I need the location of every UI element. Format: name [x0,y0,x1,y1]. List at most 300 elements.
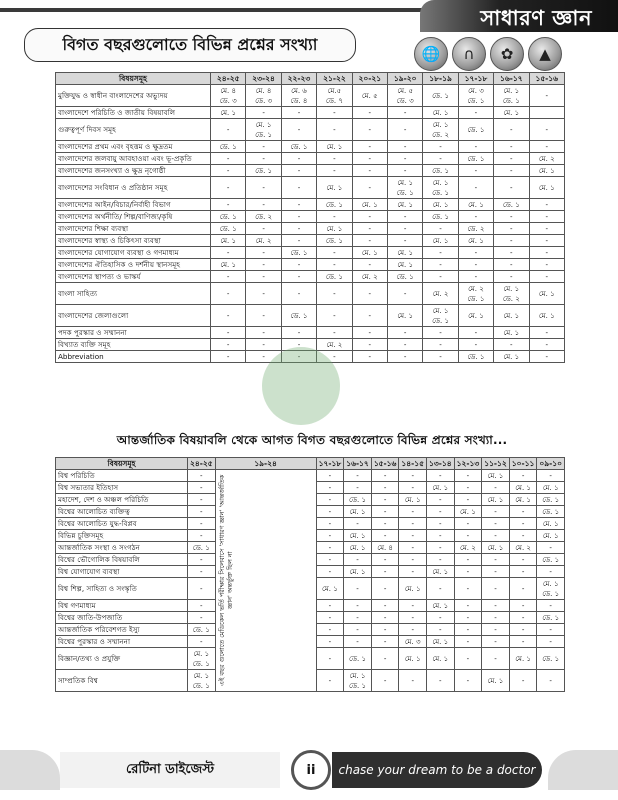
count-cell: - [281,351,316,363]
count-cell: - [427,624,455,636]
count-cell: মে. ১ [509,482,537,494]
count-cell: - [317,247,352,259]
count-cell: - [482,530,510,542]
count-cell: - [494,339,529,351]
count-cell: মে. ১ [494,107,529,119]
count-cell: মে. ২ [509,542,537,554]
subject-cell: বাংলাদেশের আইন/বিচার/নির্বাহী বিভাগ [56,199,211,211]
count-cell: - [458,247,493,259]
count-cell: - [494,247,529,259]
count-cell: ডে. ২ [246,211,281,223]
count-cell: - [427,518,455,530]
count-cell: ডে. ১ [317,199,352,211]
column-header-year: ১৭-১৮ [458,73,493,85]
count-cell: - [246,223,281,235]
count-cell: - [352,211,387,223]
count-cell: মে. ৪ ডে. ৩ [246,85,281,107]
count-cell: - [246,107,281,119]
count-cell: - [188,530,216,542]
count-cell: - [317,107,352,119]
count-cell: - [188,612,216,624]
count-cell: - [316,554,344,566]
subject-cell: বিশ্ব যোগাযোগ ব্যবস্থা [56,566,188,578]
count-cell: মে. ১ [494,327,529,339]
tower-icon: ▲ [528,37,562,71]
count-cell: মে. ১ [458,199,493,211]
count-cell [529,107,564,119]
table-row [56,235,565,247]
count-cell: - [454,470,482,482]
count-cell: - [246,351,281,363]
count-cell: - [352,283,387,305]
subject-cell: বিখ্যাত ব্যক্তি সমূহ [56,339,211,351]
count-cell: - [509,612,537,624]
count-cell: - [211,165,246,177]
count-cell: - [316,482,344,494]
table-header-row [56,73,565,85]
count-cell: - [529,259,564,271]
count-cell: - [529,211,564,223]
count-cell: - [529,199,564,211]
count-cell: মে. ২ [246,235,281,247]
count-cell: মে. ৪ ডে. ৩ [211,85,246,107]
subject-cell: বাংলাদেশের সংবিধান ও প্রতিষ্ঠান সমূহ [56,177,211,199]
count-cell: মে. ১ [529,177,564,199]
count-cell: মে. ৫ ডে. ৩ [387,85,422,107]
table-row [56,223,565,235]
footer-right-tab [548,750,618,790]
count-cell: মে. ২ [454,542,482,554]
count-cell: মে. ১ ডে. ১ [537,578,565,600]
count-cell: ডে. ১ [494,199,529,211]
count-cell: মে. ১ [529,283,564,305]
count-cell: - [281,327,316,339]
table-row [56,141,565,153]
count-cell: - [427,542,455,554]
count-cell: - [371,612,399,624]
subject-cell: আন্তর্জাতিক পরিবেশগত ইস্যু [56,624,188,636]
count-cell: - [371,494,399,506]
count-cell: ডে. ১ [537,554,565,566]
column-header-subject: বিষয়সমূহ [56,73,211,85]
count-cell: - [316,624,344,636]
count-cell: - [246,259,281,271]
count-cell: - [494,165,529,177]
count-cell: - [399,566,427,578]
subject-cell: বিশ্বের ভৌগোলিক বিষয়াবলি [56,554,188,566]
count-cell: মে. ১ [352,199,387,211]
count-cell: - [188,482,216,494]
count-cell: - [188,554,216,566]
count-cell: ডে. ১ [458,119,493,141]
count-cell: - [427,554,455,566]
count-cell: মে. ১ [344,542,372,554]
count-cell: - [454,530,482,542]
subject-cell: বাংলাদেশের যোগাযোগ ব্যবস্থা ও গণমাধ্যম [56,247,211,259]
count-cell: ডে. ১ [188,542,216,554]
count-cell: - [352,153,387,165]
count-cell: মে. ১ [529,165,564,177]
subject-cell: বিশ্ব শিল্প, সাহিত্য ও সংস্কৃতি [56,578,188,600]
count-cell: - [494,153,529,165]
count-cell: - [371,636,399,648]
count-cell: ডে. ১ [211,223,246,235]
count-cell: - [399,624,427,636]
count-cell: - [211,153,246,165]
count-cell: - [387,141,422,153]
count-cell: - [399,554,427,566]
count-cell: - [371,482,399,494]
count-cell: - [317,119,352,141]
column-header-year: ১১-১২ [482,458,510,470]
count-cell: - [537,542,565,554]
count-cell: - [458,141,493,153]
count-cell: - [352,165,387,177]
merged-note-text: এই বছর গুলোতে মেডিকেল ভর্তি পরীক্ষার সিলেবাসে 'সাধারণ জ্ঞান' 'আন্তর্জাতিক জ্ঞান' অন্তর্ভুক্ত ছিল না [217,474,234,687]
count-cell: - [281,177,316,199]
count-cell: - [317,211,352,223]
column-header-year: ০৯-১০ [537,458,565,470]
column-header-year: ১৫-১৬ [529,73,564,85]
table-row [56,327,565,339]
count-cell: - [387,107,422,119]
count-cell: - [316,612,344,624]
count-cell: - [281,211,316,223]
count-cell: - [423,351,458,363]
count-cell: মে. ১ ডে. ১ [423,305,458,327]
count-cell: - [387,153,422,165]
count-cell: - [427,470,455,482]
count-cell: - [529,339,564,351]
count-cell: - [316,494,344,506]
subject-cell: সাম্প্রতিক বিশ্ব [56,670,188,692]
header-icons [414,37,562,71]
count-cell: - [494,177,529,199]
subject-cell: বিজ্ঞান/তথ্য ও প্রযুক্তি [56,648,188,670]
count-cell: - [188,506,216,518]
count-cell: - [537,670,565,692]
count-cell: - [316,566,344,578]
count-cell: মে. ১ [211,259,246,271]
count-cell: - [246,177,281,199]
count-cell: - [529,351,564,363]
count-cell: - [387,165,422,177]
count-cell: - [352,259,387,271]
count-cell: - [399,612,427,624]
count-cell: মে. ১ [423,235,458,247]
count-cell: - [316,542,344,554]
count-cell: - [509,470,537,482]
count-cell: - [281,259,316,271]
count-cell: - [246,305,281,327]
count-cell: মে. ১ [537,518,565,530]
count-cell: - [211,177,246,199]
count-cell: - [509,624,537,636]
count-cell: - [387,211,422,223]
count-cell: মে.৫ ডে. ৭ [317,85,352,107]
footer-tagline: chase your dream to be a doctor [332,752,542,788]
count-cell: মে. ১ ডে. ১ [387,177,422,199]
table-row [56,259,565,271]
count-cell: - [387,223,422,235]
column-header-year: ১৪-১৫ [399,458,427,470]
count-cell: মে. ১ [387,305,422,327]
count-cell: ডে. ২ [458,223,493,235]
subject-cell: বাংলাদেশে পরিচিতি ও জাতীয় বিষয়াবলি [56,107,211,119]
count-cell: - [344,482,372,494]
count-cell: - [371,554,399,566]
count-cell: - [246,247,281,259]
count-cell: মে. ১ [482,470,510,482]
count-cell: - [482,482,510,494]
count-cell: মে. ১ [423,199,458,211]
table-row [56,165,565,177]
count-cell: - [281,153,316,165]
count-cell: - [188,470,216,482]
subject-cell: বিশ্বের পুরস্কার ও সম্মাননা [56,636,188,648]
count-cell: - [317,165,352,177]
count-cell: মে. ২ [423,283,458,305]
count-cell: - [352,223,387,235]
count-cell: মে. ১ [482,542,510,554]
count-cell: - [529,327,564,339]
count-cell: ডে. ১ [387,271,422,283]
count-cell: - [281,235,316,247]
subject-cell: বাংলাদেশের জনসংখ্যা ও ক্ষুদ্র নৃগোষ্ঠী [56,165,211,177]
table-row [56,153,565,165]
count-cell: - [387,351,422,363]
count-cell: মে. ১ [399,648,427,670]
count-cell: - [371,530,399,542]
count-cell: - [427,506,455,518]
count-cell: - [423,339,458,351]
count-cell: - [458,339,493,351]
count-cell: - [211,351,246,363]
count-cell: - [316,470,344,482]
count-cell: মে. ৩ [399,636,427,648]
column-header-year: ১৬-১৭ [494,73,529,85]
count-cell: - [494,223,529,235]
column-header-subject: বিষয়সমূহ [56,458,188,470]
subject-cell: বাংলাদেশের প্রথম এবং বৃহত্তম ও ক্ষুদ্রতম [56,141,211,153]
count-cell: - [352,107,387,119]
count-cell: - [211,199,246,211]
count-cell: - [281,339,316,351]
count-cell: - [399,470,427,482]
count-cell: - [529,85,564,107]
count-cell: মে. ১ [344,566,372,578]
footer [0,740,618,800]
count-cell: মে. ১ [352,247,387,259]
count-cell: - [281,165,316,177]
subject-cell: পদক পুরস্কার ও সম্মাননা [56,327,211,339]
count-cell: - [509,506,537,518]
count-cell: মে. ৬ ডে. ৪ [281,85,316,107]
count-cell: ডে. ১ [423,211,458,223]
count-cell: - [371,648,399,670]
count-cell: - [427,670,455,692]
count-cell: মে. ১ [427,648,455,670]
count-cell: - [427,612,455,624]
count-cell: - [246,339,281,351]
count-cell: - [458,211,493,223]
count-cell: - [188,494,216,506]
count-cell: - [454,518,482,530]
count-cell: ডে. ১ [423,85,458,107]
count-cell: - [427,530,455,542]
count-cell: - [387,339,422,351]
count-cell: মে. ১ [482,670,510,692]
count-cell: - [399,600,427,612]
subject-cell: বিশ্বের আলোচিত ব্যক্তিত্ব [56,506,188,518]
table-row [56,470,565,482]
count-cell: - [387,327,422,339]
watermark-logo [262,347,340,425]
subject-cell: বাংলা সাহিত্য [56,283,211,305]
count-cell: ডে. ১ [211,211,246,223]
count-cell: - [281,199,316,211]
count-cell: - [454,600,482,612]
count-cell: মে. ১ [423,107,458,119]
count-cell: - [537,636,565,648]
count-cell: - [537,566,565,578]
count-cell: - [188,600,216,612]
count-cell: - [352,235,387,247]
subject-cell: Abbreviation [56,351,211,363]
count-cell: - [371,670,399,692]
count-cell: মে. ১ [509,648,537,670]
count-cell: - [317,283,352,305]
count-cell: মে. ১ [458,235,493,247]
count-cell: ডে. ১ [246,165,281,177]
subject-cell: বিশ্ব গণমাধ্যম [56,600,188,612]
count-cell: - [387,235,422,247]
count-cell: মে. ১ [427,566,455,578]
count-cell: মে. ১ ডে. ১ [344,670,372,692]
count-cell: - [482,578,510,600]
count-cell: - [316,530,344,542]
table-row [56,283,565,305]
subject-cell: বিশ্বের আলোচিত যুদ্ধ-বিপ্লব [56,518,188,530]
column-header-year: ১৭-১৮ [316,458,344,470]
count-cell: - [529,223,564,235]
count-cell: - [454,636,482,648]
column-header-year: ১৯-২৪ [215,458,316,470]
count-cell: মে. ১ ডে. ১ [188,648,216,670]
column-header-year: ১৫-১৬ [371,458,399,470]
count-cell: - [494,235,529,247]
count-cell: - [427,578,455,600]
count-cell: - [344,470,372,482]
count-cell: - [246,327,281,339]
count-cell: - [458,165,493,177]
count-cell: ডে. ১ [537,612,565,624]
subject-cell: বিশ্ব পরিচিতি [56,470,188,482]
count-cell: মে. ১ [399,578,427,600]
merged-note-cell [215,470,316,692]
count-cell: মে. ১ [494,305,529,327]
count-cell: মে. ১ [387,247,422,259]
count-cell: - [246,283,281,305]
count-cell: - [281,283,316,305]
count-cell: মে. ১ [316,578,344,600]
count-cell: ডে. ১ [537,506,565,518]
count-cell: - [509,578,537,600]
count-cell: - [317,153,352,165]
count-cell: - [529,141,564,153]
count-cell: মে. ১ [529,305,564,327]
column-header-year: ১৮-১৯ [423,73,458,85]
table-row [56,211,565,223]
globe-icon: 🌐 [414,37,448,71]
count-cell: - [281,107,316,119]
count-cell: মে. ১ [537,482,565,494]
count-cell: - [188,566,216,578]
page-number: ii [291,750,331,790]
count-cell: - [316,636,344,648]
count-cell: মে. ১ [387,199,422,211]
subject-cell: বিভিন্ন চুক্তিসমূহ [56,530,188,542]
count-cell: - [246,199,281,211]
count-cell: - [281,119,316,141]
count-cell: - [509,636,537,648]
count-cell: - [494,141,529,153]
table-row [56,107,565,119]
count-cell: - [509,530,537,542]
count-cell: - [482,624,510,636]
count-cell: - [423,153,458,165]
count-cell: - [537,470,565,482]
count-cell: - [482,518,510,530]
count-cell: মে. ১ [317,141,352,153]
count-cell: - [387,283,422,305]
count-cell: - [371,578,399,600]
count-cell: - [454,494,482,506]
count-cell: - [352,339,387,351]
count-cell: মে. ১ [344,530,372,542]
count-cell: - [188,578,216,600]
count-cell: - [188,518,216,530]
count-cell: - [399,518,427,530]
footer-brand: রেটিনা ডাইজেস্ট [60,752,280,788]
count-cell: মে. ১ [344,506,372,518]
count-cell: মে. ৩ ডে. ১ [458,85,493,107]
column-header-year: ১৬-১৭ [344,458,372,470]
count-cell: - [281,223,316,235]
column-header-year: ২৩-২৪ [246,73,281,85]
count-cell: মে. ১ [458,305,493,327]
emblem-icon: ✿ [490,37,524,71]
international-affairs-table [55,457,565,692]
count-cell: ডে. ১ [281,247,316,259]
count-cell: - [352,141,387,153]
count-cell: মে. ১ [537,530,565,542]
count-cell: - [317,259,352,271]
count-cell: - [352,177,387,199]
count-cell: মে. ১ ডে. ১ [423,177,458,199]
count-cell: - [509,518,537,530]
column-header-year: ২৪-২৫ [211,73,246,85]
count-cell: - [316,506,344,518]
count-cell: - [482,600,510,612]
table-row [56,199,565,211]
count-cell: - [399,506,427,518]
count-cell: - [458,107,493,119]
count-cell: - [281,271,316,283]
table-row [56,85,565,107]
count-cell: মে. ১ [317,223,352,235]
subject-cell: বাংলাদেশের স্বাস্থ্য ও চিকিৎসা ব্যবস্থা [56,235,211,247]
